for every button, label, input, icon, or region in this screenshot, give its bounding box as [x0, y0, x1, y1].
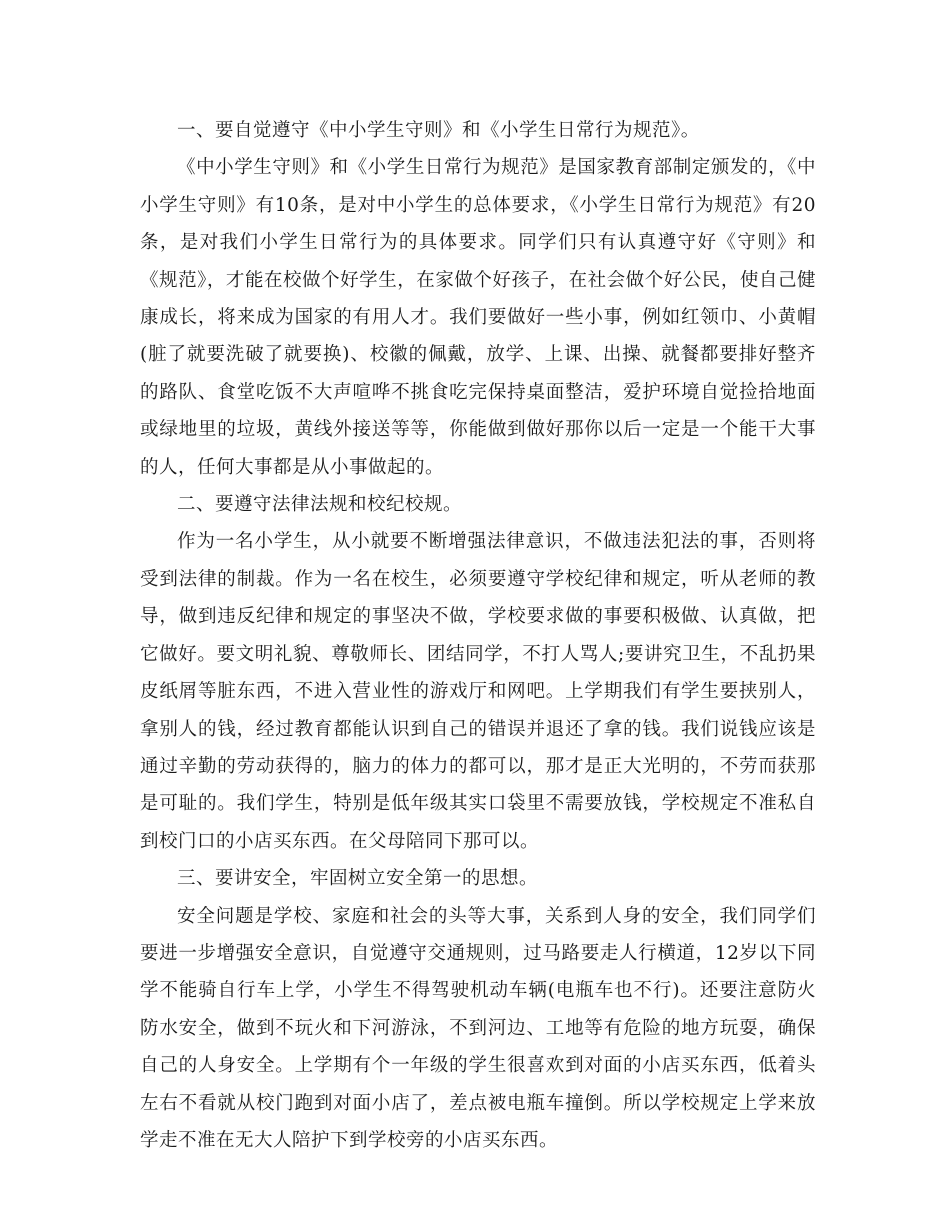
paragraph-safety-detail: 安全问题是学校、家庭和社会的头等大事，关系到人身的安全，我们同学们要进一步增强安全意识，自觉遵守交通规则，过马路要走人行横道，12岁以下同学不能骑自行车上学，小学生不得驾驶机动车辆(电瓶车也不行)。还要注意防火防水安全，做到不玩火和下河游泳，不到河边、工地等有危险的地方玩耍，确保自己的人身安全。上学期有个一年级的学生很喜欢到对面的小店买东西，低着头左右不看就从校门跑到对面小店了，差点被电瓶车撞倒。所以学校规定上学来放学走不准在无大人陪护下到学校旁的小店买东西。: [140, 905, 816, 1151]
heading-rule-one: 一、要自觉遵守《中小学生守则》和《小学生日常行为规范》。: [177, 120, 700, 141]
paragraph-law-detail: 作为一名小学生，从小就要不断增强法律意识，不做违法犯法的事，否则将受到法律的制裁。作为一名在校生，必须要遵守学校纪律和规定，听从老师的教导，做到违反纪律和规定的事坚决不做，学校要求做的事要积极做、认真做，把它做好。要文明礼貌、尊敬师长、团结同学，不打人骂人;要讲究卫生，不乱扔果皮纸屑等脏东西，不进入营业性的游戏厅和网吧。上学期我们有学生要挟别人，拿别人的钱，经过教育都能认识到自己的错误并退还了拿的钱。我们说钱应该是通过辛勤的劳动获得的，脑力的体力的都可以，那才是正大光明的，不劳而获那是可耻的。我们学生，特别是低年级其实口袋里不需要放钱，学校规定不准私自到校门口的小店买东西。在父母陪同下那可以。: [140, 531, 816, 852]
paragraph-rules-detail: 《中小学生守则》和《小学生日常行为规范》是国家教育部制定颁发的，《中小学生守则》有10条，是对中小学生的总体要求，《小学生日常行为规范》有20条，是对我们小学生日常行为的具体要求。同学们只有认真遵守好《守则》和《规范》，才能在校做个好学生，在家做个好孩子，在社会做个好公民，使自己健康成长，将来成为国家的有用人才。我们要做好一些小事，例如红领巾、小黄帽(脏了就要洗破了就要换)、校徽的佩戴，放学、上课、出操、就餐都要排好整齐的路队、食堂吃饭不大声喧哗不挑食吃完保持桌面整洁，爱护环境自觉捡拾地面或绿地里的垃圾，黄线外接送等等，你能做到做好那你以后一定是一个能干大事的人，任何大事都是从小事做起的。: [140, 157, 816, 478]
document-body: [140, 112, 816, 1159]
heading-rule-three: 三、要讲安全，牢固树立安全第一的思想。: [177, 868, 539, 890]
heading-rule-two: 二、要遵守法律法规和校纪校规。: [177, 494, 463, 516]
